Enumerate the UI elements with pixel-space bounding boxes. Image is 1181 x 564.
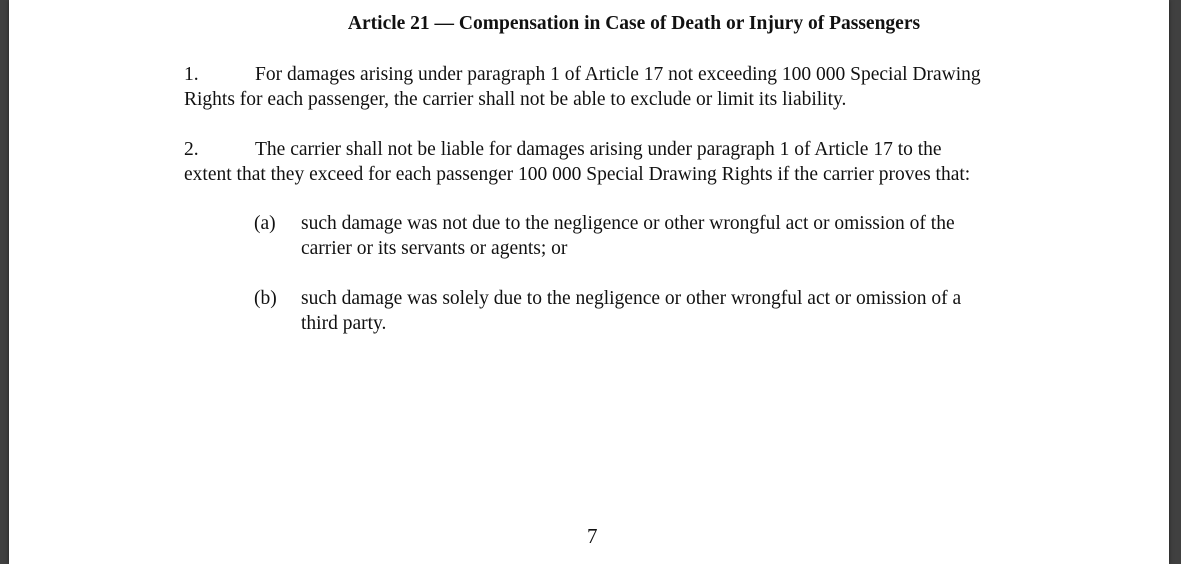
- paragraph-line: extent that they exceed for each passenger 100 000 Special Drawing Rights if the carrier proves that:: [184, 164, 971, 185]
- paragraph-1: [184, 62, 1005, 112]
- subparagraph-line: such damage was solely due to the negligence or other wrongful act or omission of a: [301, 288, 962, 309]
- document-page: [9, 0, 1169, 564]
- paragraph-line: [184, 62, 1005, 87]
- page-number: 7: [587, 524, 598, 548]
- paragraph-number: 2.: [184, 139, 199, 160]
- article-title: Article 21 — Compensation in Case of Death or Injury of Passengers: [347, 13, 921, 34]
- paragraph-line: [184, 137, 1005, 162]
- subparagraph-text: [301, 211, 1006, 261]
- paragraph-text: The carrier shall not be liable for damages arising under paragraph 1 of Article 17 to the: [255, 139, 942, 160]
- subparagraph-label: (b): [254, 288, 277, 309]
- paragraph-text: For damages arising under paragraph 1 of Article 17 not exceeding 100 000 Special Drawing: [255, 64, 981, 85]
- paragraph-number: 1.: [184, 64, 199, 85]
- subparagraph-label: (a): [254, 213, 276, 234]
- subparagraph-line: third party.: [301, 313, 387, 334]
- paragraph-2: [184, 137, 1005, 187]
- subparagraph-line: such damage was not due to the negligence or other wrongful act or omission of the: [301, 213, 955, 234]
- paragraph-line: Rights for each passenger, the carrier shall not be able to exclude or limit its liability.: [184, 89, 847, 110]
- subparagraph-line: carrier or its servants or agents; or: [301, 238, 568, 259]
- subparagraph-text: [301, 286, 1006, 336]
